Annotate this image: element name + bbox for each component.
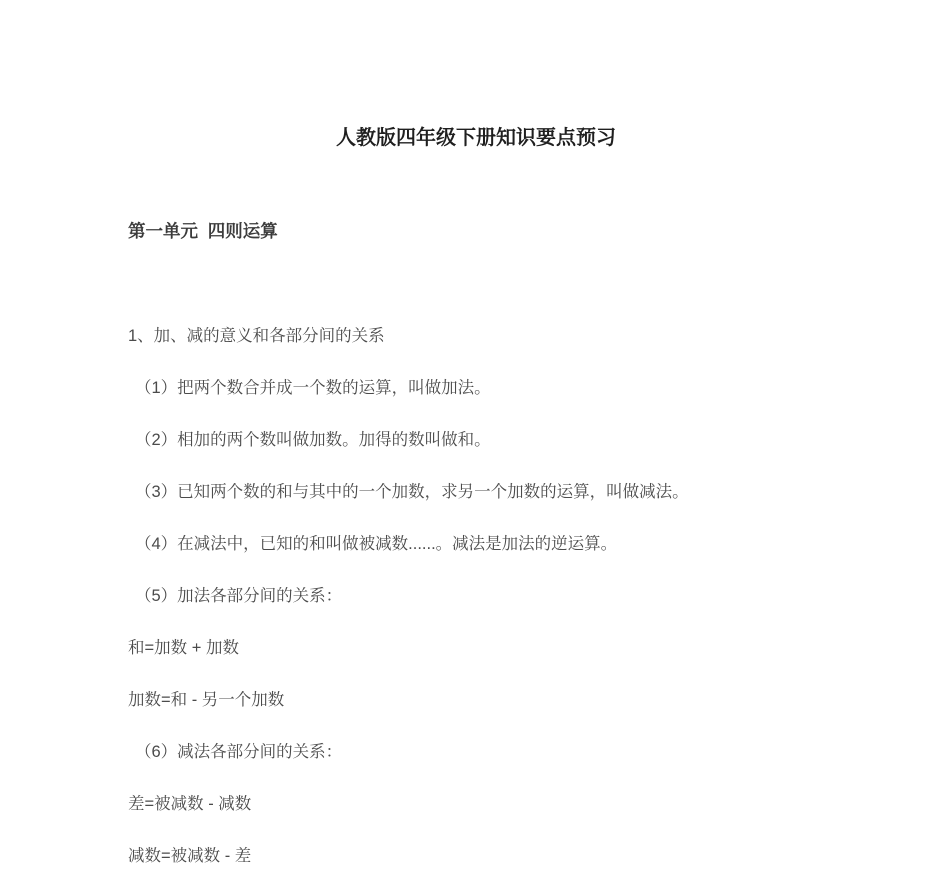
- formula-sum: 和=加数 + 加数: [128, 639, 239, 657]
- formula-addend: 加数=和 - 另一个加数: [128, 691, 285, 709]
- paragraph-sub-3: （3）已知两个数的和与其中的一个加数，求另一个加数的运算，叫做减法。: [135, 483, 689, 501]
- paragraph-item-1: 1、加、减的意义和各部分间的关系: [128, 327, 385, 345]
- paragraph-sub-5: （5）加法各部分间的关系：: [135, 587, 343, 605]
- paragraph-sub-2: （2）相加的两个数叫做加数。加得的数叫做和。: [135, 431, 491, 449]
- formula-subtrahend: 减数=被减数 - 差: [128, 847, 252, 865]
- document-title: 人教版四年级下册知识要点预习: [336, 127, 616, 149]
- paragraph-sub-1: （1）把两个数合并成一个数的运算，叫做加法。: [135, 379, 491, 397]
- formula-difference: 差=被减数 - 减数: [128, 795, 252, 813]
- paragraph-sub-4: （4）在减法中，已知的和叫做被减数......。减法是加法的逆运算。: [135, 535, 618, 553]
- section-heading: 第一单元 四则运算: [128, 221, 278, 241]
- paragraph-sub-6: （6）减法各部分间的关系：: [135, 743, 343, 761]
